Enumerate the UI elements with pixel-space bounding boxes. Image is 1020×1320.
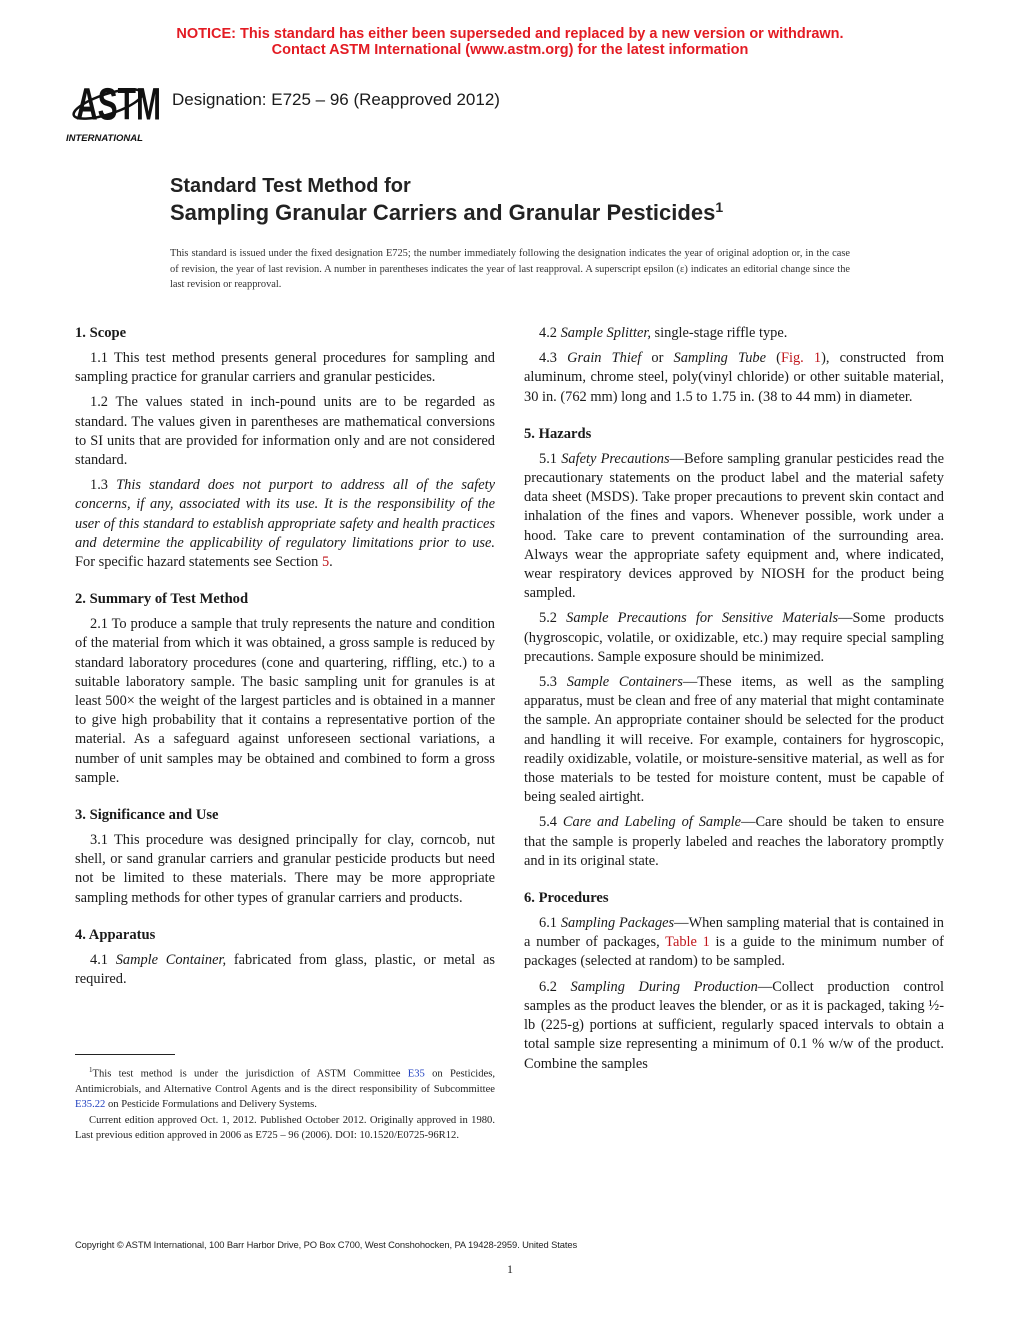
section-2-heading: 2. Summary of Test Method	[75, 591, 249, 608]
section-5-heading: 5. Hazards	[524, 425, 592, 442]
section-3-heading: 3. Significance and Use	[75, 807, 219, 824]
page-number: 1	[507, 1262, 513, 1276]
footnote-para-1: $^1$This test method is under the jurisdiction of ASTM Committee E35 on Pesticides, Antimicrobials, and Alternative Control Agents and is the direct responsibility of Subcommittee E35.22 on Pesticide Formulations and Delivery Systems.	[75, 1066, 495, 1111]
para-5-2: 5.2 Sample Precautions for Sensitive Materials—Some products (hygroscopic, volatile, or oxidizable, etc.) may require special sampling precautions. Sample exposure should be minimized.	[524, 610, 944, 665]
para-6-2: 6.2 Sampling During Production—Collect production control samples as the product leaves the blender, or as it is packaged, taking ½-lb (225-g) portions at sufficient, regularly spaced intervals to obtain a total sample size representing a minimum of 0.1 % w/w of the product. Combine the samples	[524, 978, 944, 1072]
issued-note: This standard is issued under the fixed designation E725; the number immediately following the designation indicates the year of original adoption or, in the case of revision, the year of last revision. A number in parentheses indicates the year of last reapproval. A superscript epsilon (ε) indicates an editorial change since the last revision or reapproval.	[170, 248, 850, 290]
section-5-link[interactable]: 5	[321, 554, 330, 571]
designation: Designation: E725 – 96 (Reapproved 2012)	[172, 90, 500, 109]
notice-line-1: NOTICE: This standard has either been superseded and replaced by a new version or withdrawn.	[176, 26, 844, 42]
svg-text:INTERNATIONAL: INTERNATIONAL	[66, 133, 143, 144]
astm-logo-icon	[66, 76, 162, 144]
para-4-1: 4.1 Sample Container, fabricated from glass, plastic, or metal as required.	[75, 951, 495, 988]
committee-e35-link[interactable]: E35	[407, 1068, 425, 1080]
para-6-1: 6.1 Sampling Packages—When sampling material that is contained in a number of packages, Table 1 is a guide to the minimum number of packages (selected at random) to be sampled.	[524, 915, 944, 970]
svg-text:ASTM: ASTM	[76, 79, 161, 131]
footnote-para-2: Current edition approved Oct. 1, 2012. Published October 2012. Originally approved in 1980. Last previous edition approved in 2006 as E725 – 96 (2006). DOI: 10.1520/E0725-96R12.	[75, 1114, 495, 1142]
title-text: Sampling Granular Carriers and Granular Pesticides	[170, 200, 716, 225]
table-1-link[interactable]: Table 1	[665, 934, 710, 951]
astm-logo	[66, 76, 162, 144]
section-6-heading: 6. Procedures	[524, 890, 609, 907]
title-line-2	[170, 199, 723, 226]
para-4-3: 4.3 Grain Thief or Sampling Tube (Fig. 1), constructed from aluminum, chrome steel, poly(vinyl chloride) or other suitable material, 30 in. (762 mm) long and 1.5 to 1.75 in. (38 to 44 mm) in diameter.	[524, 350, 945, 405]
left-column	[75, 324, 495, 995]
para-5-3: 5.3 Sample Containers—These items, as well as the sampling apparatus, must be clean and free of any material that might contaminate the sample. An appropriate container should be selected for the product and handling it will receive. For example, containers for hygroscopic, readily oxidizable, volatile, or moisture-sensitive material, as well as for those materials to be tested for moisture content, must be capable of being sealed airtight.	[524, 674, 944, 806]
fig-1-link[interactable]: Fig. 1	[780, 350, 822, 367]
copyright-line: Copyright © ASTM International, 100 Barr Harbor Drive, PO Box C700, West Conshohocken, PA 19428-2959. United States	[75, 1239, 578, 1250]
notice-line-2: Contact ASTM International (www.astm.org) for the latest information	[271, 42, 749, 58]
section-4-heading: 4. Apparatus	[75, 926, 156, 943]
para-5-1: 5.1 Safety Precautions—Before sampling granular pesticides read the precautionary statements on the product label and the material safety data sheet (MSDS). Take proper precautions to prevent skin contact and inhalation of the fines and vapors. Whenever possible, work under a hood. Take care to prevent contamination of the surrounding area. Always wear the appropriate safety equipment and, where indicated, wear respiratory devices approved by NIOSH for the product being sampled.	[524, 450, 944, 602]
para-5-4: 5.4 Care and Labeling of Sample—Care should be taken to ensure that the sample is properly labeled and reaches the laboratory promptly and in its original state.	[524, 814, 944, 869]
para-4-2: 4.2 Sample Splitter, single-stage riffle type.	[539, 325, 788, 341]
title-footnote-mark: 1	[715, 199, 724, 215]
para-1-3: 1.3 This standard does not purport to address all of the safety concerns, if any, associated with its use. It is the responsibility of the user of this standard to establish appropriate safety and health practices and determine the applicability of regulatory limitations prior to use. For specific hazard statements see Section 5.	[75, 477, 495, 571]
para-2-1: 2.1 To produce a sample that truly represents the nature and condition of the material from which it was obtained, a gross sample is reduced by standard laboratory procedures (cone and quartering, riffling, etc.) to a suitable laboratory sample. The basic sampling unit for granules is at least 500× the weight of the largest particles and is obtained in a manner to give high probability that it contains a representative portion of the material. As a safeguard against unforeseen sectional variations, a number of unit samples may be obtained and combined to form a gross sample.	[75, 616, 495, 786]
section-1-heading: 1. Scope	[75, 325, 127, 341]
right-column	[524, 324, 944, 1080]
para-3-1: 3.1 This procedure was designed principally for clay, corncob, nut shell, or sand granular carriers and granular pesticide products but need not be limited to these materials. There may be more appropriate sampling methods for other types of granular carriers and products.	[75, 832, 495, 906]
title-line-1: Standard Test Method for	[170, 175, 411, 197]
subcommittee-e35-22-link[interactable]: E35.22	[75, 1099, 106, 1111]
para-1-2: 1.2 The values stated in inch-pound units are to be regarded as standard. The values given in parentheses are mathematical conversions to SI units that are provided for information only and are not considered standard.	[75, 394, 495, 469]
footnote-divider	[75, 1054, 175, 1055]
footnote	[75, 1063, 495, 1144]
withdrawal-notice	[0, 26, 1020, 58]
para-1-1: 1.1 This test method presents general procedures for sampling and sampling practice for granular carriers and granular pesticides.	[75, 350, 495, 386]
